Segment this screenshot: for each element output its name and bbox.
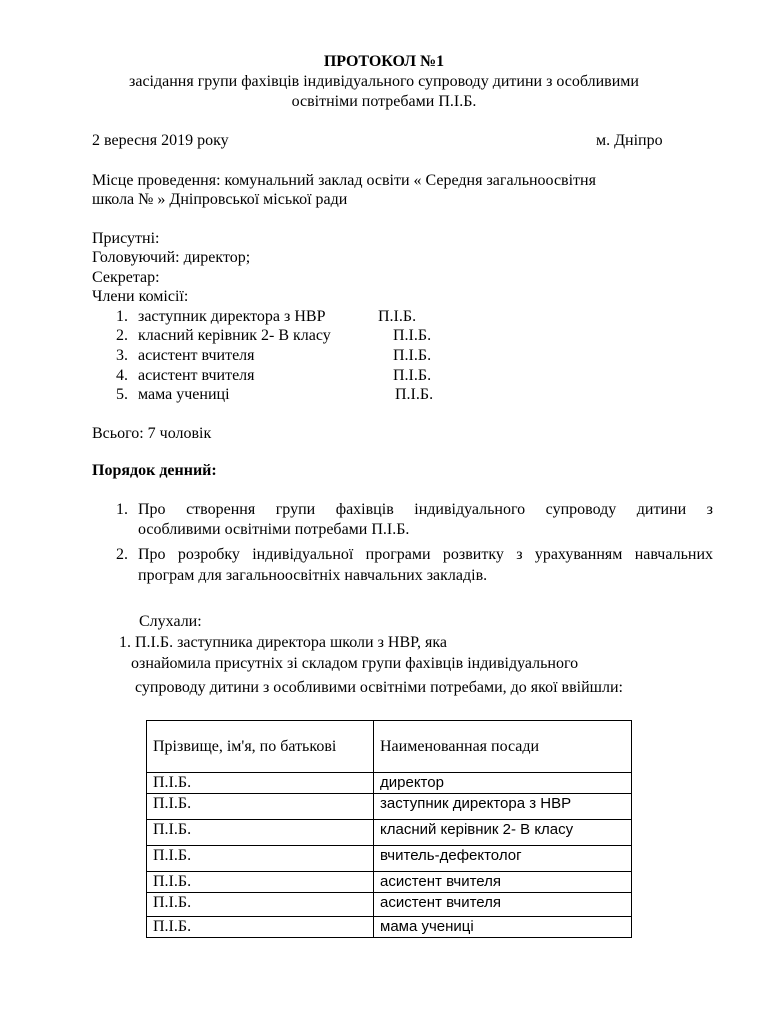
table-cell: П.І.Б. bbox=[147, 820, 374, 846]
table-cell: вчитель-дефектолог bbox=[374, 846, 632, 872]
member-name: П.І.Б. bbox=[378, 308, 417, 325]
meeting-city: м. Дніпро bbox=[596, 132, 663, 149]
member-name: П.І.Б. bbox=[393, 347, 432, 364]
table-cell: асистент вчителя bbox=[374, 872, 632, 893]
total-attendees: Всього: 7 чоловік bbox=[92, 425, 212, 442]
member-role: заступник директора з НВР bbox=[138, 308, 326, 325]
member-name: П.І.Б. bbox=[395, 386, 434, 403]
table-cell: мама учениці bbox=[374, 917, 632, 938]
table-cell: П.І.Б. bbox=[147, 794, 374, 820]
table-cell: П.І.Б. bbox=[147, 872, 374, 893]
member-number: 2. bbox=[116, 327, 128, 344]
agenda-item-line: Про розробку індивідуальної програми розвитку з урахуванням навчальних bbox=[138, 546, 713, 563]
table-row bbox=[147, 872, 632, 893]
table-row bbox=[147, 820, 632, 846]
agenda-item-line: особливими освітніми потребами П.І.Б. bbox=[138, 521, 410, 538]
member-name: П.І.Б. bbox=[393, 327, 432, 344]
venue-line2: школа № » Дніпровської міської ради bbox=[92, 191, 348, 208]
table-cell: П.І.Б. bbox=[147, 917, 374, 938]
venue-line1: Місце проведення: комунальний заклад освіти « Середня загальноосвітня bbox=[92, 172, 596, 189]
member-name: П.І.Б. bbox=[393, 367, 432, 384]
heard-line1: 1. П.І.Б. заступника директора школи з НВР, яка bbox=[119, 634, 447, 651]
staff-table bbox=[146, 720, 632, 938]
member-role: класний керівник 2- В класу bbox=[138, 327, 331, 344]
heard-line2: ознайомила присутніх зі складом групи фахівців індивідуального bbox=[131, 655, 579, 672]
agenda-item-line: Про створення групи фахівців індивідуального супроводу дитини з bbox=[138, 501, 713, 518]
table-cell: класний керівник 2- В класу bbox=[374, 820, 632, 846]
protocol-subtitle-line1: засідання групи фахівців індивідуального супроводу дитини з особливими bbox=[129, 73, 639, 90]
member-number: 5. bbox=[116, 386, 128, 403]
agenda-item-number: 2. bbox=[116, 546, 128, 563]
table-row bbox=[147, 893, 632, 917]
table-row bbox=[147, 846, 632, 872]
heard-line3: супроводу дитини з особливими освітніми потребами, до якої ввійшли: bbox=[135, 679, 623, 696]
member-number: 3. bbox=[116, 347, 128, 364]
agenda-heading: Порядок денний: bbox=[92, 462, 217, 479]
member-role: асистент вчителя bbox=[138, 367, 255, 384]
member-role: асистент вчителя bbox=[138, 347, 255, 364]
table-cell: П.І.Б. bbox=[147, 773, 374, 794]
table-cell: заступник директора з НВР bbox=[374, 794, 632, 820]
protocol-title: ПРОТОКОЛ №1 bbox=[323, 53, 445, 70]
chair-label: Головуючий: директор; bbox=[92, 249, 251, 266]
secretary-label: Секретар: bbox=[92, 269, 160, 286]
members-heading: Члени комісії: bbox=[92, 288, 189, 305]
member-role: мама учениці bbox=[138, 386, 230, 403]
table-header-row bbox=[147, 721, 632, 773]
heard-heading: Слухали: bbox=[139, 613, 202, 630]
table-row bbox=[147, 773, 632, 794]
present-label: Присутні: bbox=[92, 230, 160, 247]
table-row bbox=[147, 794, 632, 820]
meeting-date: 2 вересня 2019 року bbox=[92, 132, 229, 149]
table-row bbox=[147, 917, 632, 938]
table-cell: директор bbox=[374, 773, 632, 794]
member-number: 1. bbox=[116, 308, 128, 325]
agenda-item-number: 1. bbox=[116, 501, 128, 518]
table-cell: П.І.Б. bbox=[147, 893, 374, 917]
agenda-item-line: програм для загальноосвітніх навчальних закладів. bbox=[138, 567, 488, 584]
member-number: 4. bbox=[116, 367, 128, 384]
table-cell: асистент вчителя bbox=[374, 893, 632, 917]
table-cell: П.І.Б. bbox=[147, 846, 374, 872]
table-header-cell: Наименованная посади bbox=[374, 721, 632, 773]
table-header-cell: Прізвище, ім'я, по батькові bbox=[147, 721, 374, 773]
protocol-subtitle-line2: освітніми потребами П.І.Б. bbox=[291, 93, 477, 110]
